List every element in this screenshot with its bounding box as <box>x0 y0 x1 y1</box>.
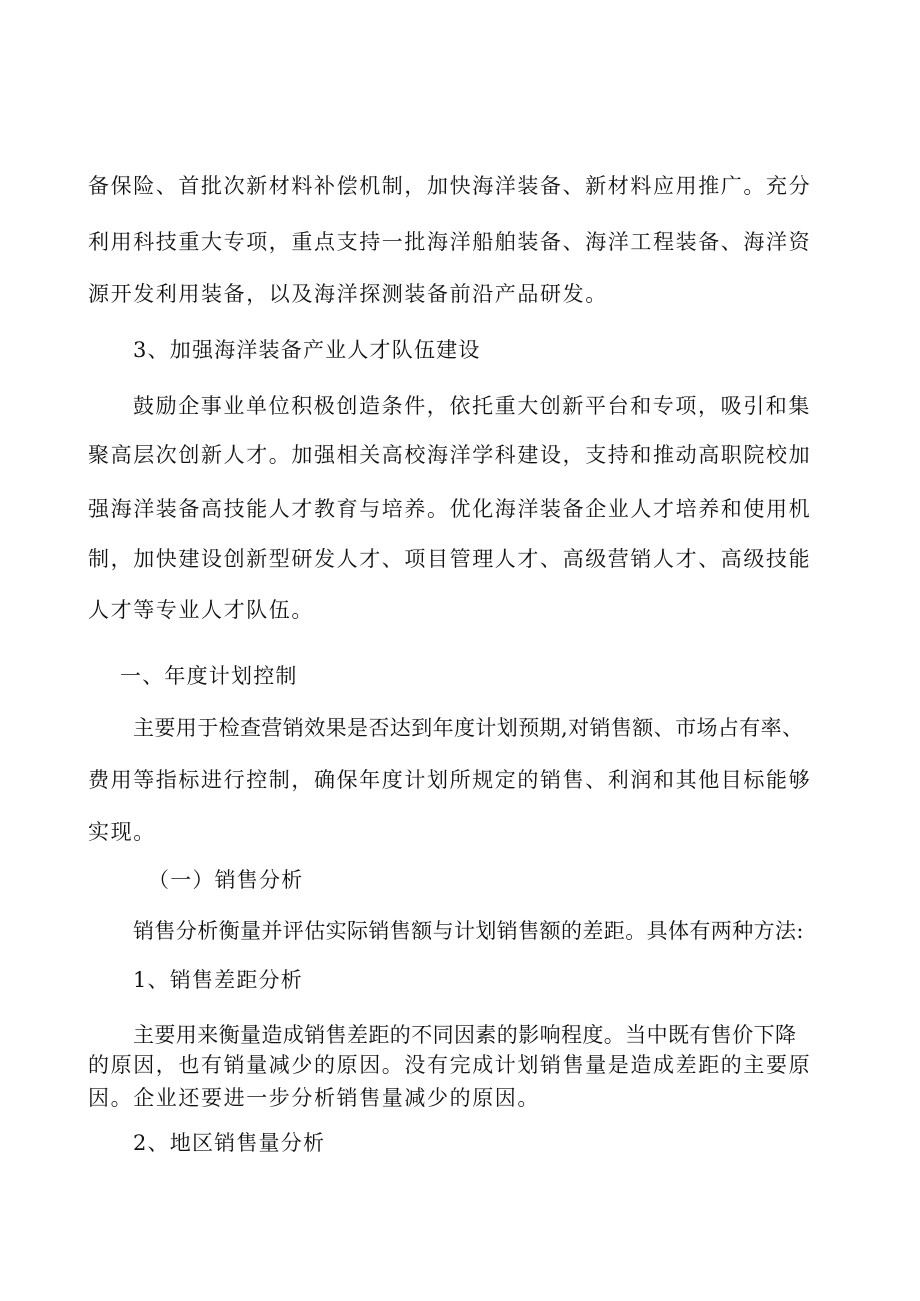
paragraph-line: 主要用来衡量造成销售差距的不同因素的影响程度。当中既有售价下降 <box>133 1023 797 1047</box>
paragraph-line: 源开发利用装备，以及海洋探测装备前沿产品研发。 <box>88 282 608 306</box>
heading-3: 3、加强海洋装备产业人才队伍建设 <box>133 338 481 362</box>
paragraph-line: 主要用于检查营销效果是否达到年度计划预期,对销售额、市场占有率、 <box>133 716 804 740</box>
item-title: 2、地区销售量分析 <box>133 1131 326 1155</box>
paragraph-line: 强海洋装备高技能人才教育与培养。优化海洋装备企业人才培养和使用机 <box>88 497 812 521</box>
section-title: 一、年度计划控制 <box>120 664 298 688</box>
paragraph-line: 费用等指标进行控制，确保年度计划所规定的销售、利润和其他目标能够 <box>88 768 812 792</box>
paragraph-line: 实现。 <box>88 820 156 844</box>
paragraph-line: 人才等专业人才队伍。 <box>88 598 314 622</box>
paragraph-line: 利用科技重大专项，重点支持一批海洋船舶装备、海洋工程装备、海洋资 <box>88 230 812 254</box>
paragraph-line: 制，加快建设创新型研发人才、项目管理人才、高级营销人才、高级技能 <box>88 547 812 571</box>
subsection-title: （一）销售分析 <box>148 868 304 892</box>
paragraph-line: 销售分析衡量并评估实际销售额与计划销售额的差距。具体有两种方法: <box>133 919 804 943</box>
item-title: 1、销售差距分析 <box>133 968 303 992</box>
paragraph-line: 鼓励企事业单位积极创造条件，依托重大创新平台和专项，吸引和集 <box>133 394 811 418</box>
paragraph-line: 因。企业还要进一步分析销售量减少的原因。 <box>88 1086 540 1110</box>
paragraph-line: 聚高层次创新人才。加强相关高校海洋学科建设，支持和推动高职院校加 <box>88 443 812 467</box>
paragraph-line: 的原因，也有销量减少的原因。没有完成计划销售量是造成差距的主要原 <box>88 1053 812 1077</box>
paragraph-line: 备保险、首批次新材料补偿机制，加快海洋装备、新材料应用推广。充分 <box>88 174 812 198</box>
